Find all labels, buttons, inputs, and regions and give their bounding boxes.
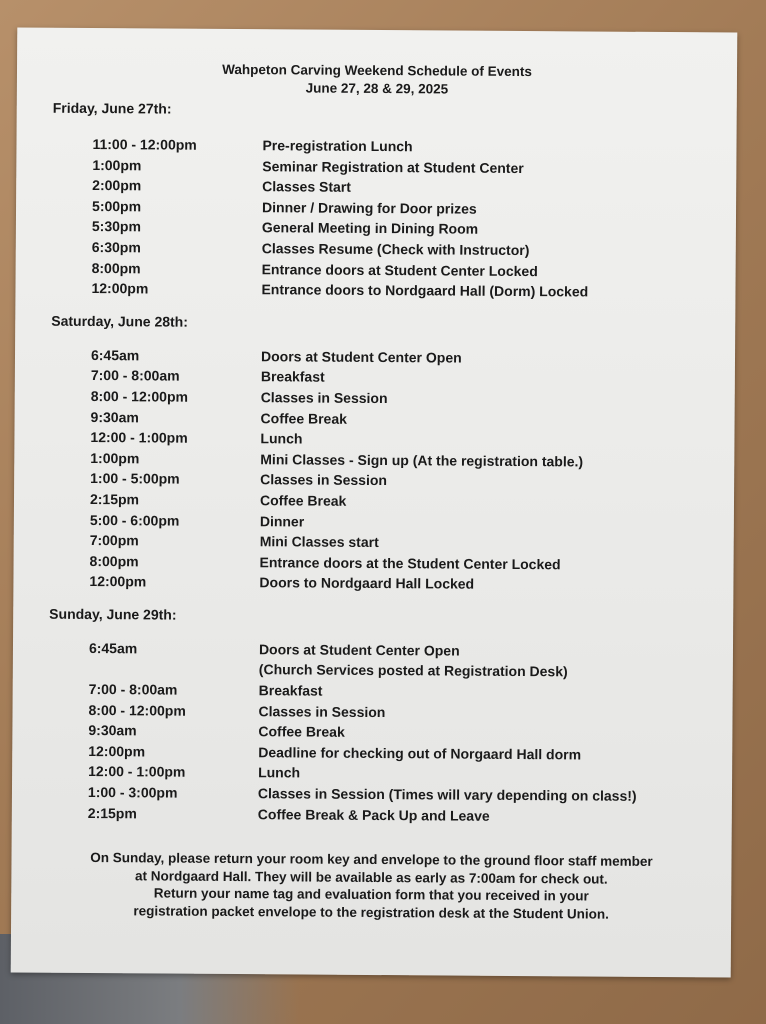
event-name: (Church Services posted at Registration Desk) — [258, 661, 568, 680]
event-name: Lunch — [260, 430, 303, 447]
event-time: 2:00pm — [92, 177, 142, 194]
event-time: 12:00pm — [88, 742, 146, 760]
dates-line: June 27, 28 & 29, 2025 — [305, 80, 449, 97]
event-name: Breakfast — [260, 368, 325, 385]
day-heading: Friday, June 27th: — [52, 99, 172, 117]
event-time: 12:00pm — [91, 280, 149, 297]
footer-line: registration packet envelope to the registration desk at the Student Union. — [133, 903, 609, 922]
event-name: Coffee Break — [259, 492, 347, 509]
event-name: Entrance doors at the Student Center Locked — [259, 553, 561, 572]
event-time: 1:00 - 5:00pm — [90, 470, 180, 487]
event-name: Classes Start — [262, 178, 351, 196]
event-time: 12:00pm — [89, 573, 147, 590]
event-name: General Meeting in Dining Room — [261, 219, 479, 238]
event-name: Coffee Break — [258, 723, 345, 741]
event-time: 7:00pm — [89, 532, 139, 549]
event-time: 8:00pm — [89, 552, 139, 570]
event-name: Dinner — [259, 512, 305, 530]
event-time: 7:00 - 8:00am — [90, 367, 180, 384]
event-name: Classes in Session — [258, 702, 386, 720]
event-time: 1:00 - 3:00pm — [87, 784, 178, 801]
event-time: 11:00 - 12:00pm — [92, 136, 197, 153]
event-time: 9:30am — [88, 722, 137, 739]
event-name: Deadline for checking out of Norgaard Hall dorm — [258, 744, 582, 763]
event-name: Pre-registration Lunch — [262, 137, 413, 155]
event-time: 9:30am — [90, 408, 139, 425]
event-name: Entrance doors to Nordgaard Hall (Dorm) Locked — [261, 281, 589, 300]
schedule-row — [12, 802, 732, 828]
event-name: Classes in Session (Times will vary depending on class!) — [257, 785, 637, 804]
event-time: 7:00 - 8:00am — [88, 681, 178, 698]
event-name: Mini Classes - Sign up (At the registration table.) — [260, 450, 584, 470]
event-time: 12:00 - 1:00pm — [90, 429, 188, 446]
event-name: Doors to Nordgaard Hall Locked — [259, 574, 475, 592]
day-section-saturday — [13, 312, 735, 596]
footer-line: On Sunday, please return your room key and envelope to the ground floor staff member — [90, 850, 653, 870]
event-time: 12:00 - 1:00pm — [88, 763, 186, 781]
event-time: 6:45am — [90, 346, 140, 364]
event-name: Coffee Break — [260, 409, 348, 427]
event-time: 8:00 - 12:00pm — [90, 387, 189, 405]
event-name: Classes Resume (Check with Instructor) — [261, 240, 530, 259]
footer-line: at Nordgaard Hall. They will be available as early as 7:00am for check out. — [134, 868, 608, 887]
event-name: Classes in Session — [260, 471, 388, 489]
day-heading: Saturday, June 28th: — [51, 312, 188, 330]
event-time: 6:45am — [88, 639, 138, 657]
day-heading: Sunday, June 29th: — [49, 605, 177, 623]
event-name: Dinner / Drawing for Door prizes — [262, 198, 477, 217]
event-time: 1:00pm — [92, 156, 142, 173]
event-name: Seminar Registration at Student Center — [262, 157, 524, 176]
event-time: 2:15pm — [89, 490, 140, 508]
event-time: 6:30pm — [91, 238, 141, 256]
event-name: Mini Classes start — [259, 533, 379, 551]
event-name: Doors at Student Center Open — [258, 641, 460, 659]
event-name: Classes in Session — [260, 389, 388, 407]
title-line: Wahpeton Carving Weekend Schedule of Events — [222, 61, 532, 80]
day-section-friday — [15, 99, 736, 303]
event-time: 8:00pm — [91, 259, 141, 276]
event-time — [89, 658, 259, 680]
day-section-sunday — [12, 605, 733, 827]
event-time: 2:15pm — [87, 804, 137, 821]
event-name: Lunch — [258, 764, 301, 781]
schedule-row — [15, 278, 735, 304]
event-name: Doors at Student Center Open — [260, 347, 462, 366]
event-name: Coffee Break & Pack Up and Leave — [257, 805, 490, 824]
event-time: 5:30pm — [91, 218, 142, 235]
event-time: 5:00 - 6:00pm — [89, 511, 180, 529]
event-time: 8:00 - 12:00pm — [88, 701, 186, 719]
schedule-row — [13, 571, 733, 597]
document-title — [17, 59, 737, 100]
schedule-sheet — [11, 27, 738, 977]
event-time: 1:00pm — [90, 449, 140, 467]
closing-instructions — [11, 849, 731, 924]
footer-line: Return your name tag and evaluation form that you received in your — [153, 885, 589, 904]
event-name: Entrance doors at Student Center Locked — [261, 260, 538, 279]
event-name: Breakfast — [258, 682, 323, 699]
event-time: 5:00pm — [92, 197, 142, 215]
